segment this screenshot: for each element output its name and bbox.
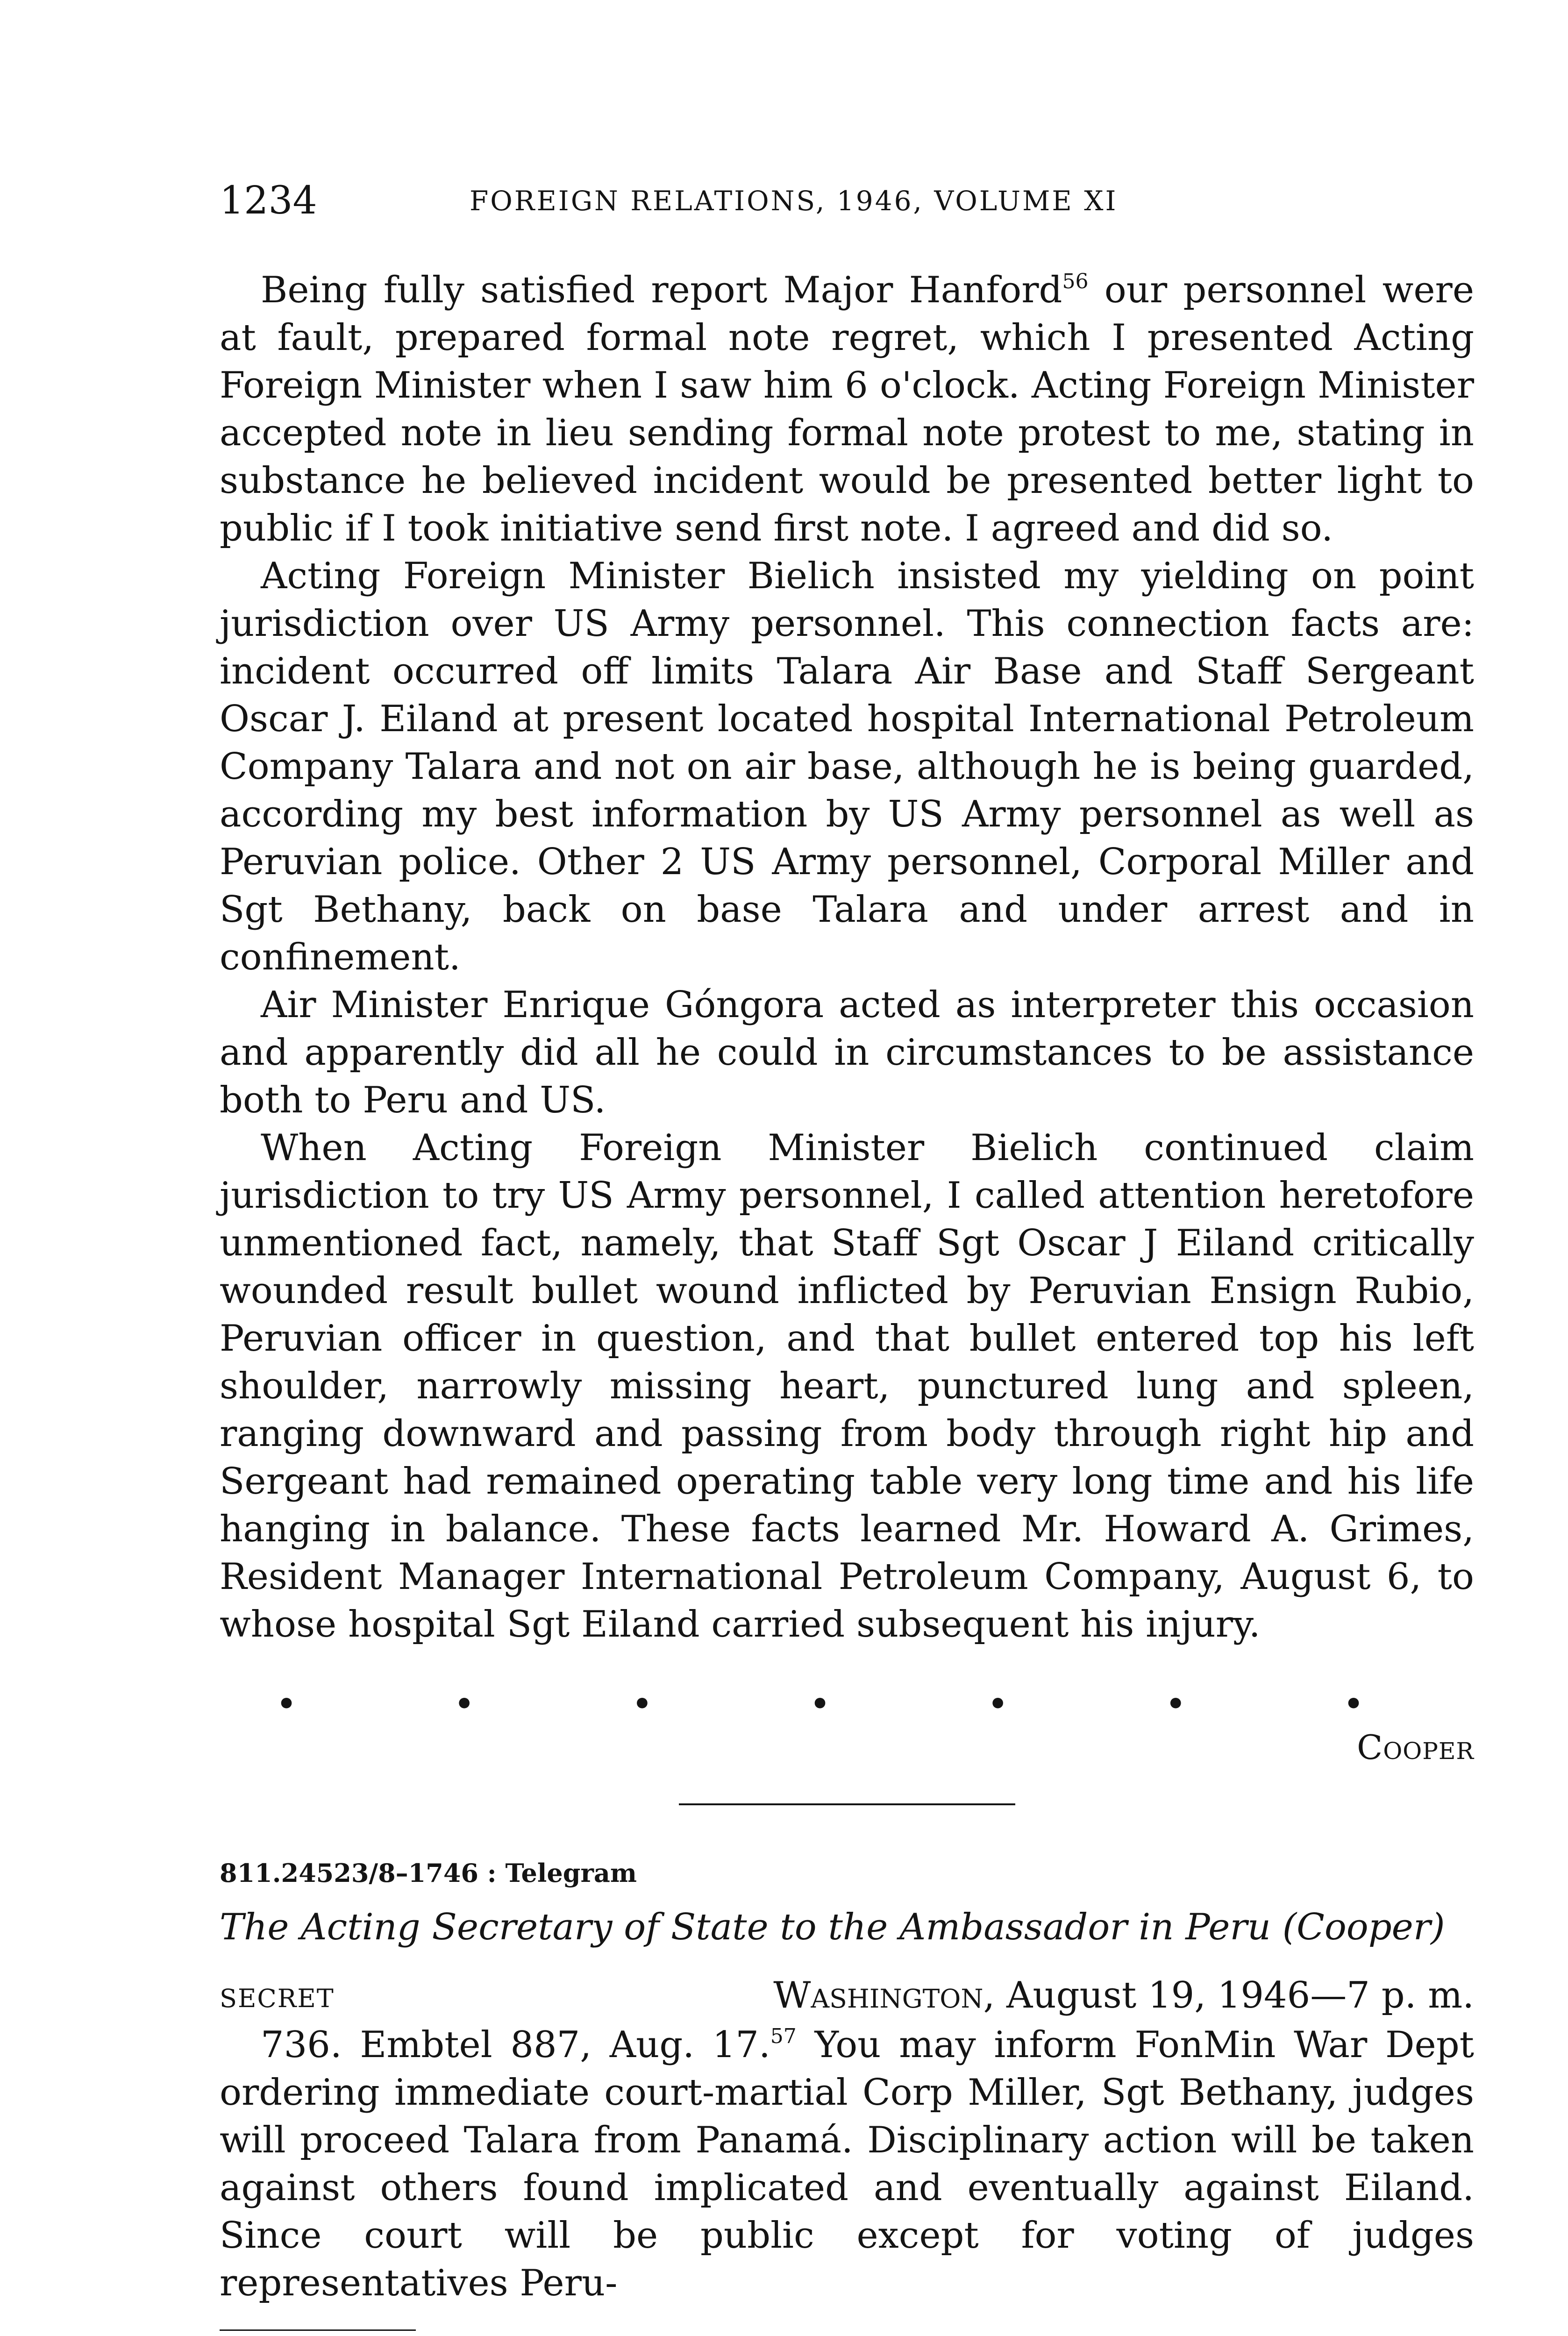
paragraph-1 xyxy=(220,266,1474,552)
ellipsis-dot: • xyxy=(453,1683,475,1725)
paragraph-2: Acting Foreign Minister Bielich insisted my yielding on point jurisdiction over US Army personnel. This connection facts are: incident occurred off limits Talara Air Base and Staff Sergeant Oscar J. Eiland at present located hospital International Petroleum Company Talara and not on air base, although he is being guarded, according my best information by US Army personnel as well as Peruvian police. Other 2 US Army personnel, Corporal Miller and Sgt Bethany, back on base Talara and under arrest and in confinement. xyxy=(220,555,1474,978)
paragraph-4: When Acting Foreign Minister Bielich continued claim jurisdiction to try US Army personnel, I called attention heretofore unmentioned fact, namely, that Staff Sgt Oscar J Eiland critically wounded result bullet wound inflicted by Peruvian Ensign Rubio, Peruvian officer in question, and that bullet entered top his left shoulder, narrowly missing heart, punctured lung and spleen, ranging downward and passing from body through right hip and Sergeant had remained operating table very long time and his life hanging in balance. These facts learned Mr. Howard A. Grimes, Resident Manager International Petroleum Company, August 6, to whose hospital Sgt Eiland carried subsequent his injury. xyxy=(220,1127,1474,1645)
signer-name: Cooper xyxy=(1357,1728,1474,1767)
footnote-ref-57: 57 xyxy=(770,2024,797,2048)
ellipsis-dot: • xyxy=(631,1683,653,1725)
paragraph-1-text-b: our personnel were at fault, prepared formal note regret, which I presented Acting Foreign Minister when I saw him 6 o'clock. Acting Foreign Minister accepted note in lieu sending formal note protest to me, stating in substance he believed incident would be presented better light to public if I took initiative send first note. I agreed and did so. xyxy=(220,269,1474,549)
file-reference: 811.24523/8–1746 : Telegram xyxy=(220,1858,637,1888)
page-header xyxy=(220,173,1474,229)
place-name: Washington xyxy=(773,1974,984,2016)
telegram-body-text-b: You may inform FonMin War Dept ordering immediate court-martial Corp Miller, Sgt Bethany, judges will proceed Talara from Panamá. Disciplinary action will be taken against others found implicated and eventually against Eiland. Since court will be public except for voting of judges representatives Peru- xyxy=(220,2024,1474,2304)
ellipsis-dot: • xyxy=(1342,1683,1364,1725)
paragraph-3: Air Minister Enrique Góngora acted as interpreter this occasion and apparently did all he could in circumstances to be assistance both to Peru and US. xyxy=(220,984,1474,1121)
ellipsis-dot: • xyxy=(809,1683,831,1725)
telegram-body-text-a: 736. Embtel 887, Aug. 17. xyxy=(261,2024,770,2066)
footnote-ref-56: 56 xyxy=(1062,270,1089,293)
footnote-rule xyxy=(220,2329,416,2331)
page-number: 1234 xyxy=(220,178,317,223)
place-and-date xyxy=(773,1970,1474,2021)
document-title: The Acting Secretary of State to the Ambassador in Peru (Cooper) xyxy=(220,1906,1445,1948)
ellipsis-dot: • xyxy=(1165,1683,1187,1725)
classification-label: SECRET xyxy=(220,1984,335,2013)
date-text: , August 19, 1946—7 p. m. xyxy=(983,1974,1474,2016)
ellipsis-dot: • xyxy=(276,1683,298,1725)
ellipsis-dots xyxy=(276,1683,1364,1725)
dateline xyxy=(220,1970,1474,2021)
paragraph-1-text-a: Being fully satisfied report Major Hanford xyxy=(261,269,1062,311)
telegram-body xyxy=(220,2021,1474,2307)
running-head: FOREIGN RELATIONS, 1946, VOLUME XI xyxy=(470,185,1118,217)
ellipsis-dot: • xyxy=(987,1683,1009,1725)
section-divider xyxy=(679,1803,1015,1805)
page-body xyxy=(220,266,1474,2336)
